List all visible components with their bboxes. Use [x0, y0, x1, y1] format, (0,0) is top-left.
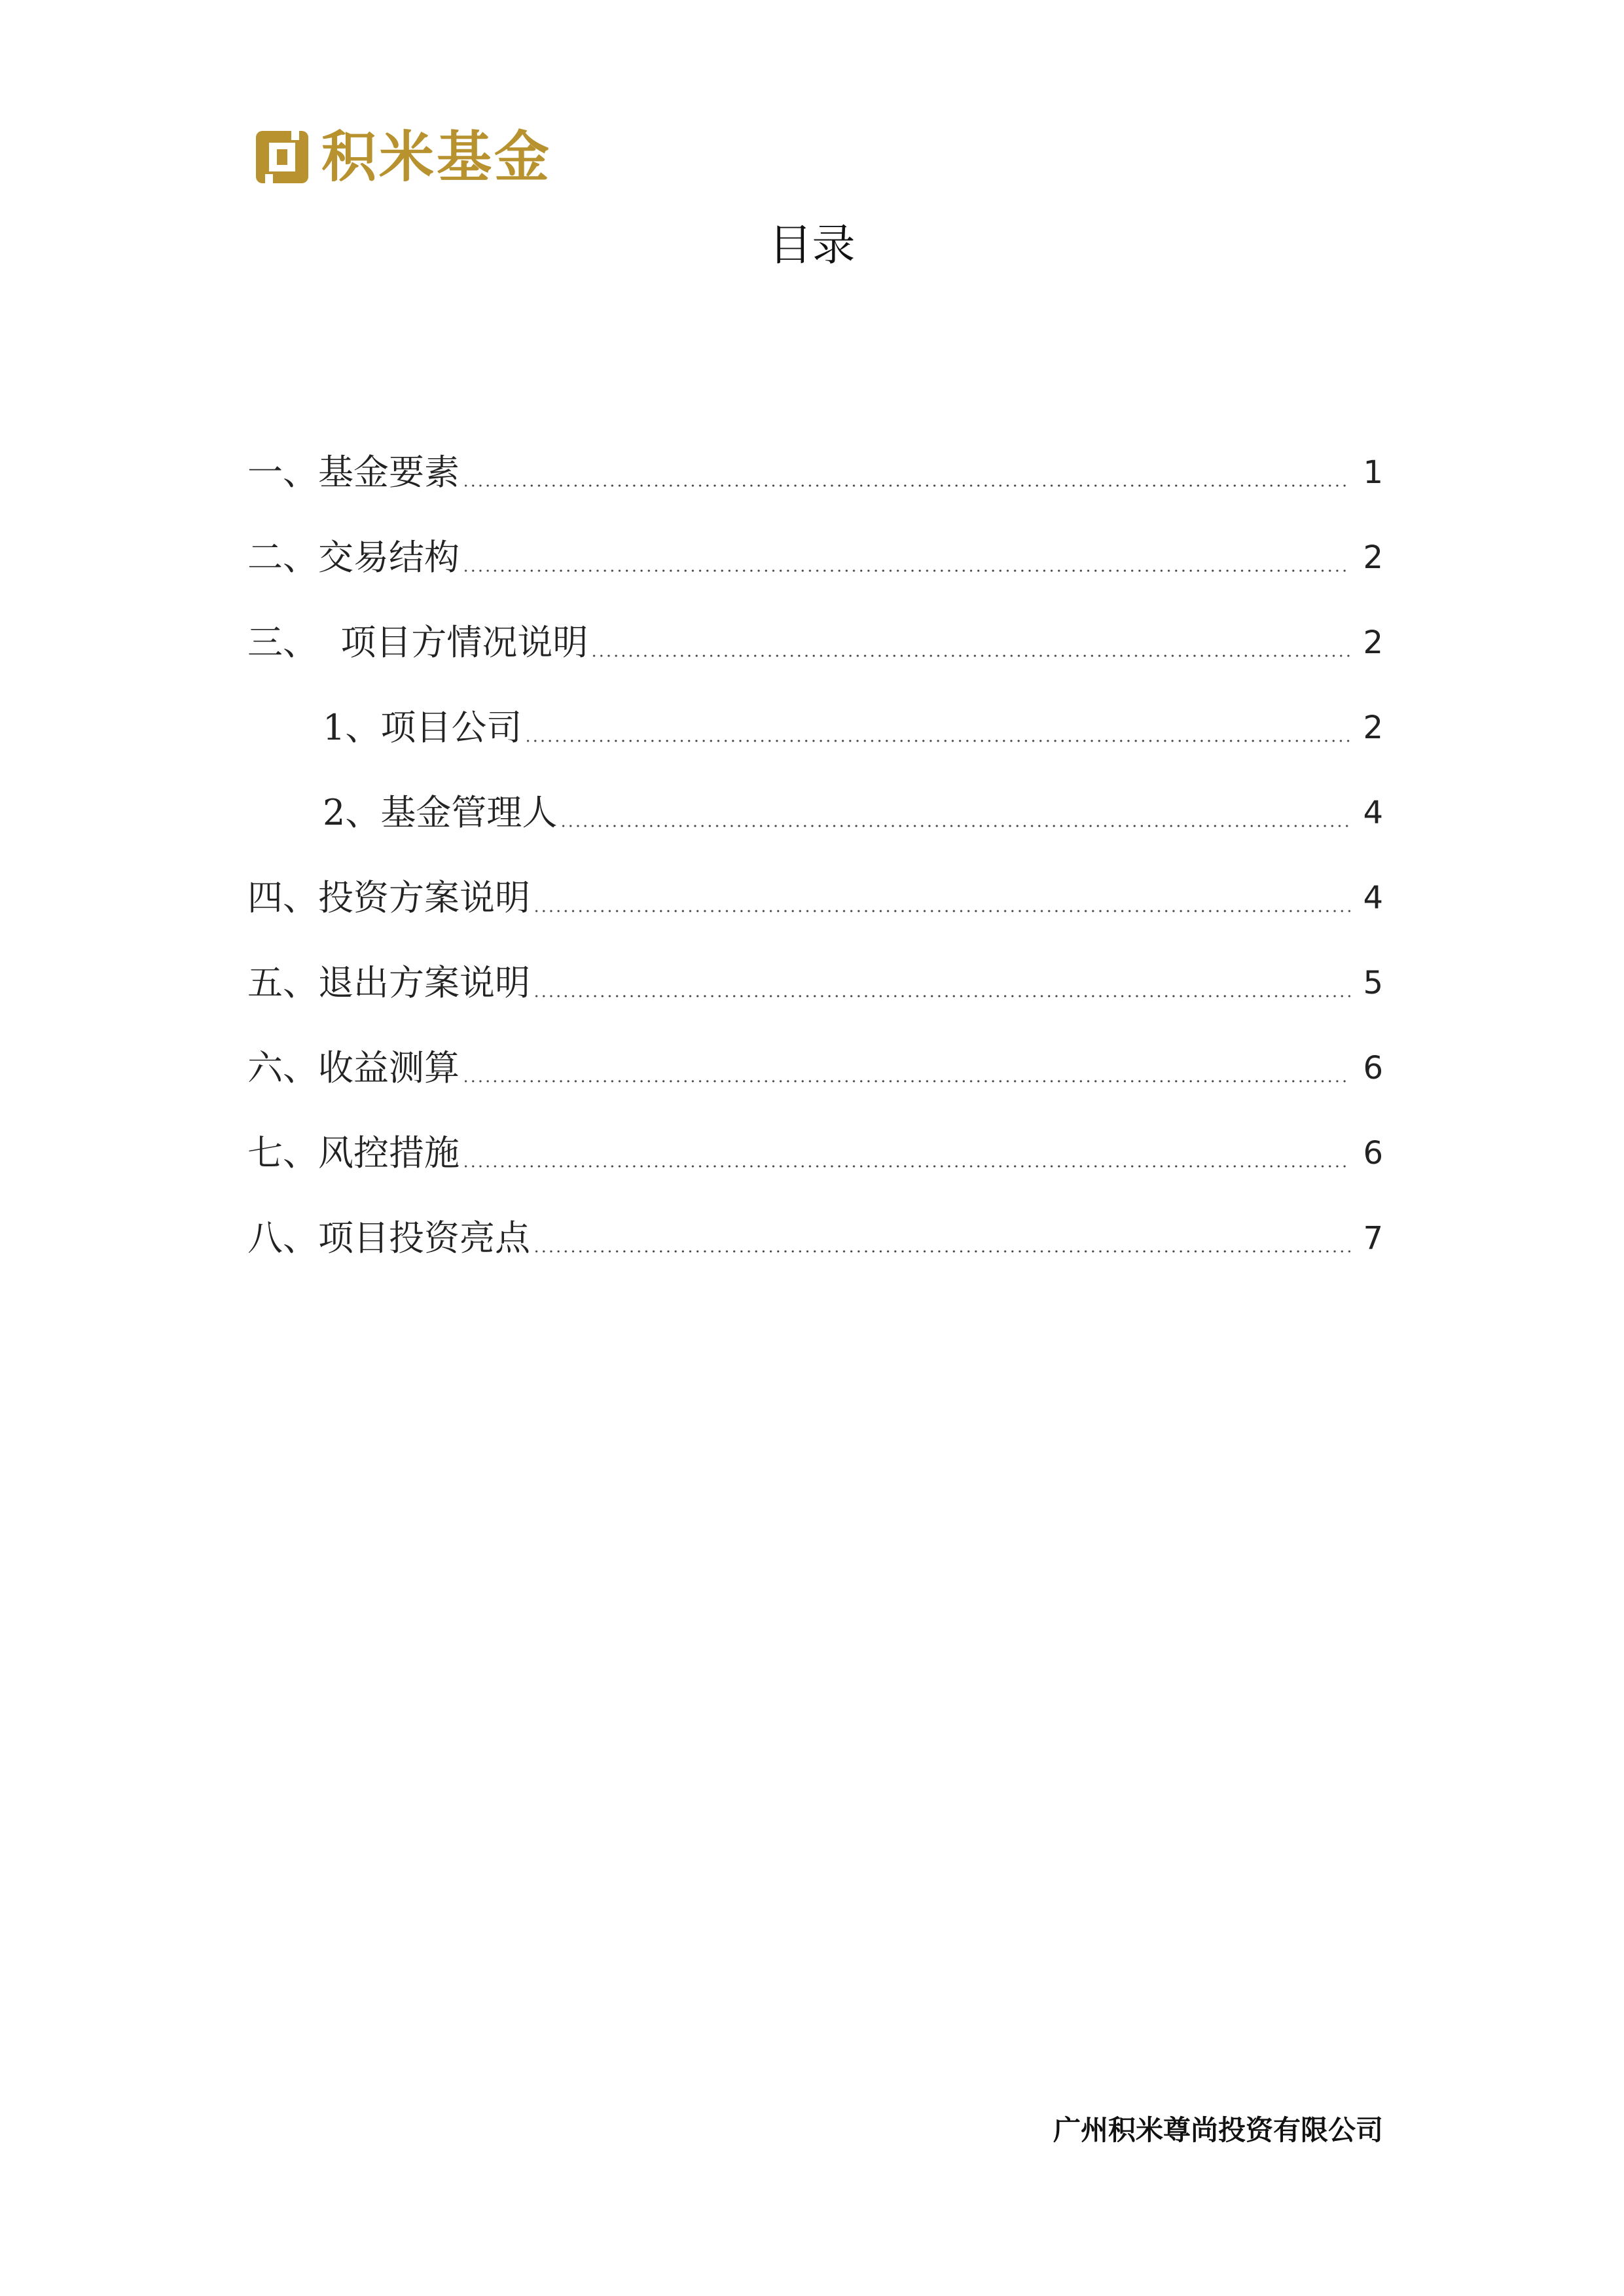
toc-entry-page: 7: [1363, 1220, 1383, 1257]
toc-dot-leader: [533, 1212, 1350, 1265]
toc-entry[interactable]: [247, 617, 1383, 669]
toc-dot-leader: [462, 531, 1350, 584]
toc-dot-leader: [533, 872, 1350, 924]
toc-entry[interactable]: [247, 1042, 1383, 1094]
toc-entry-label: 四、投资方案说明: [247, 877, 530, 918]
toc-entry-page: 1: [1363, 454, 1383, 491]
toc-entry-label: 五、退出方案说明: [247, 962, 530, 1003]
toc-dot-leader: [462, 1042, 1350, 1094]
toc-entry[interactable]: [247, 531, 1383, 584]
toc-entry-page: 6: [1363, 1050, 1383, 1086]
toc-entry-page: 5: [1363, 965, 1383, 1001]
toc-entry[interactable]: [247, 957, 1383, 1009]
toc-entry[interactable]: [247, 1212, 1383, 1265]
toc-entry[interactable]: [247, 702, 1383, 754]
page-title: 目录: [768, 220, 856, 270]
toc-dot-leader: [590, 617, 1350, 669]
toc-entry-label: 一、基金要素: [247, 452, 460, 493]
toc-entry-label: 三、 项目方情况说明: [247, 622, 588, 663]
toc-entry-label: 七、风控措施: [247, 1132, 460, 1174]
toc-entry[interactable]: [247, 446, 1383, 499]
toc-entry-page: 6: [1363, 1135, 1383, 1172]
toc-entry-page: 2: [1363, 539, 1383, 576]
toc-dot-leader: [524, 702, 1350, 754]
toc-dot-leader: [462, 446, 1350, 499]
toc-entry-label: 六、收益测算: [247, 1047, 460, 1088]
toc-entry-label: 二、交易结构: [247, 537, 460, 578]
toc-entry-page: 4: [1363, 880, 1383, 916]
toc-entry-page: 2: [1363, 709, 1383, 746]
company-logo: [252, 124, 552, 190]
toc-dot-leader: [533, 957, 1350, 1009]
toc-dot-leader: [462, 1127, 1350, 1179]
toc-entry[interactable]: [247, 787, 1383, 839]
logo-text: 积米基金: [321, 125, 552, 189]
toc-entry[interactable]: [247, 872, 1383, 924]
jimi-square-logo-icon: [252, 127, 312, 187]
toc-entry-page: 4: [1363, 795, 1383, 831]
toc-entry-label: 2、基金管理人: [323, 792, 558, 833]
toc-entry[interactable]: [247, 1127, 1383, 1179]
toc-entry-label: 八、项目投资亮点: [247, 1217, 530, 1259]
toc-entry-label: 1、项目公司: [323, 707, 522, 748]
toc-entry-page: 2: [1363, 624, 1383, 661]
toc-dot-leader: [560, 787, 1350, 839]
footer-company-name: 广州积米尊尚投资有限公司: [1053, 2114, 1383, 2146]
